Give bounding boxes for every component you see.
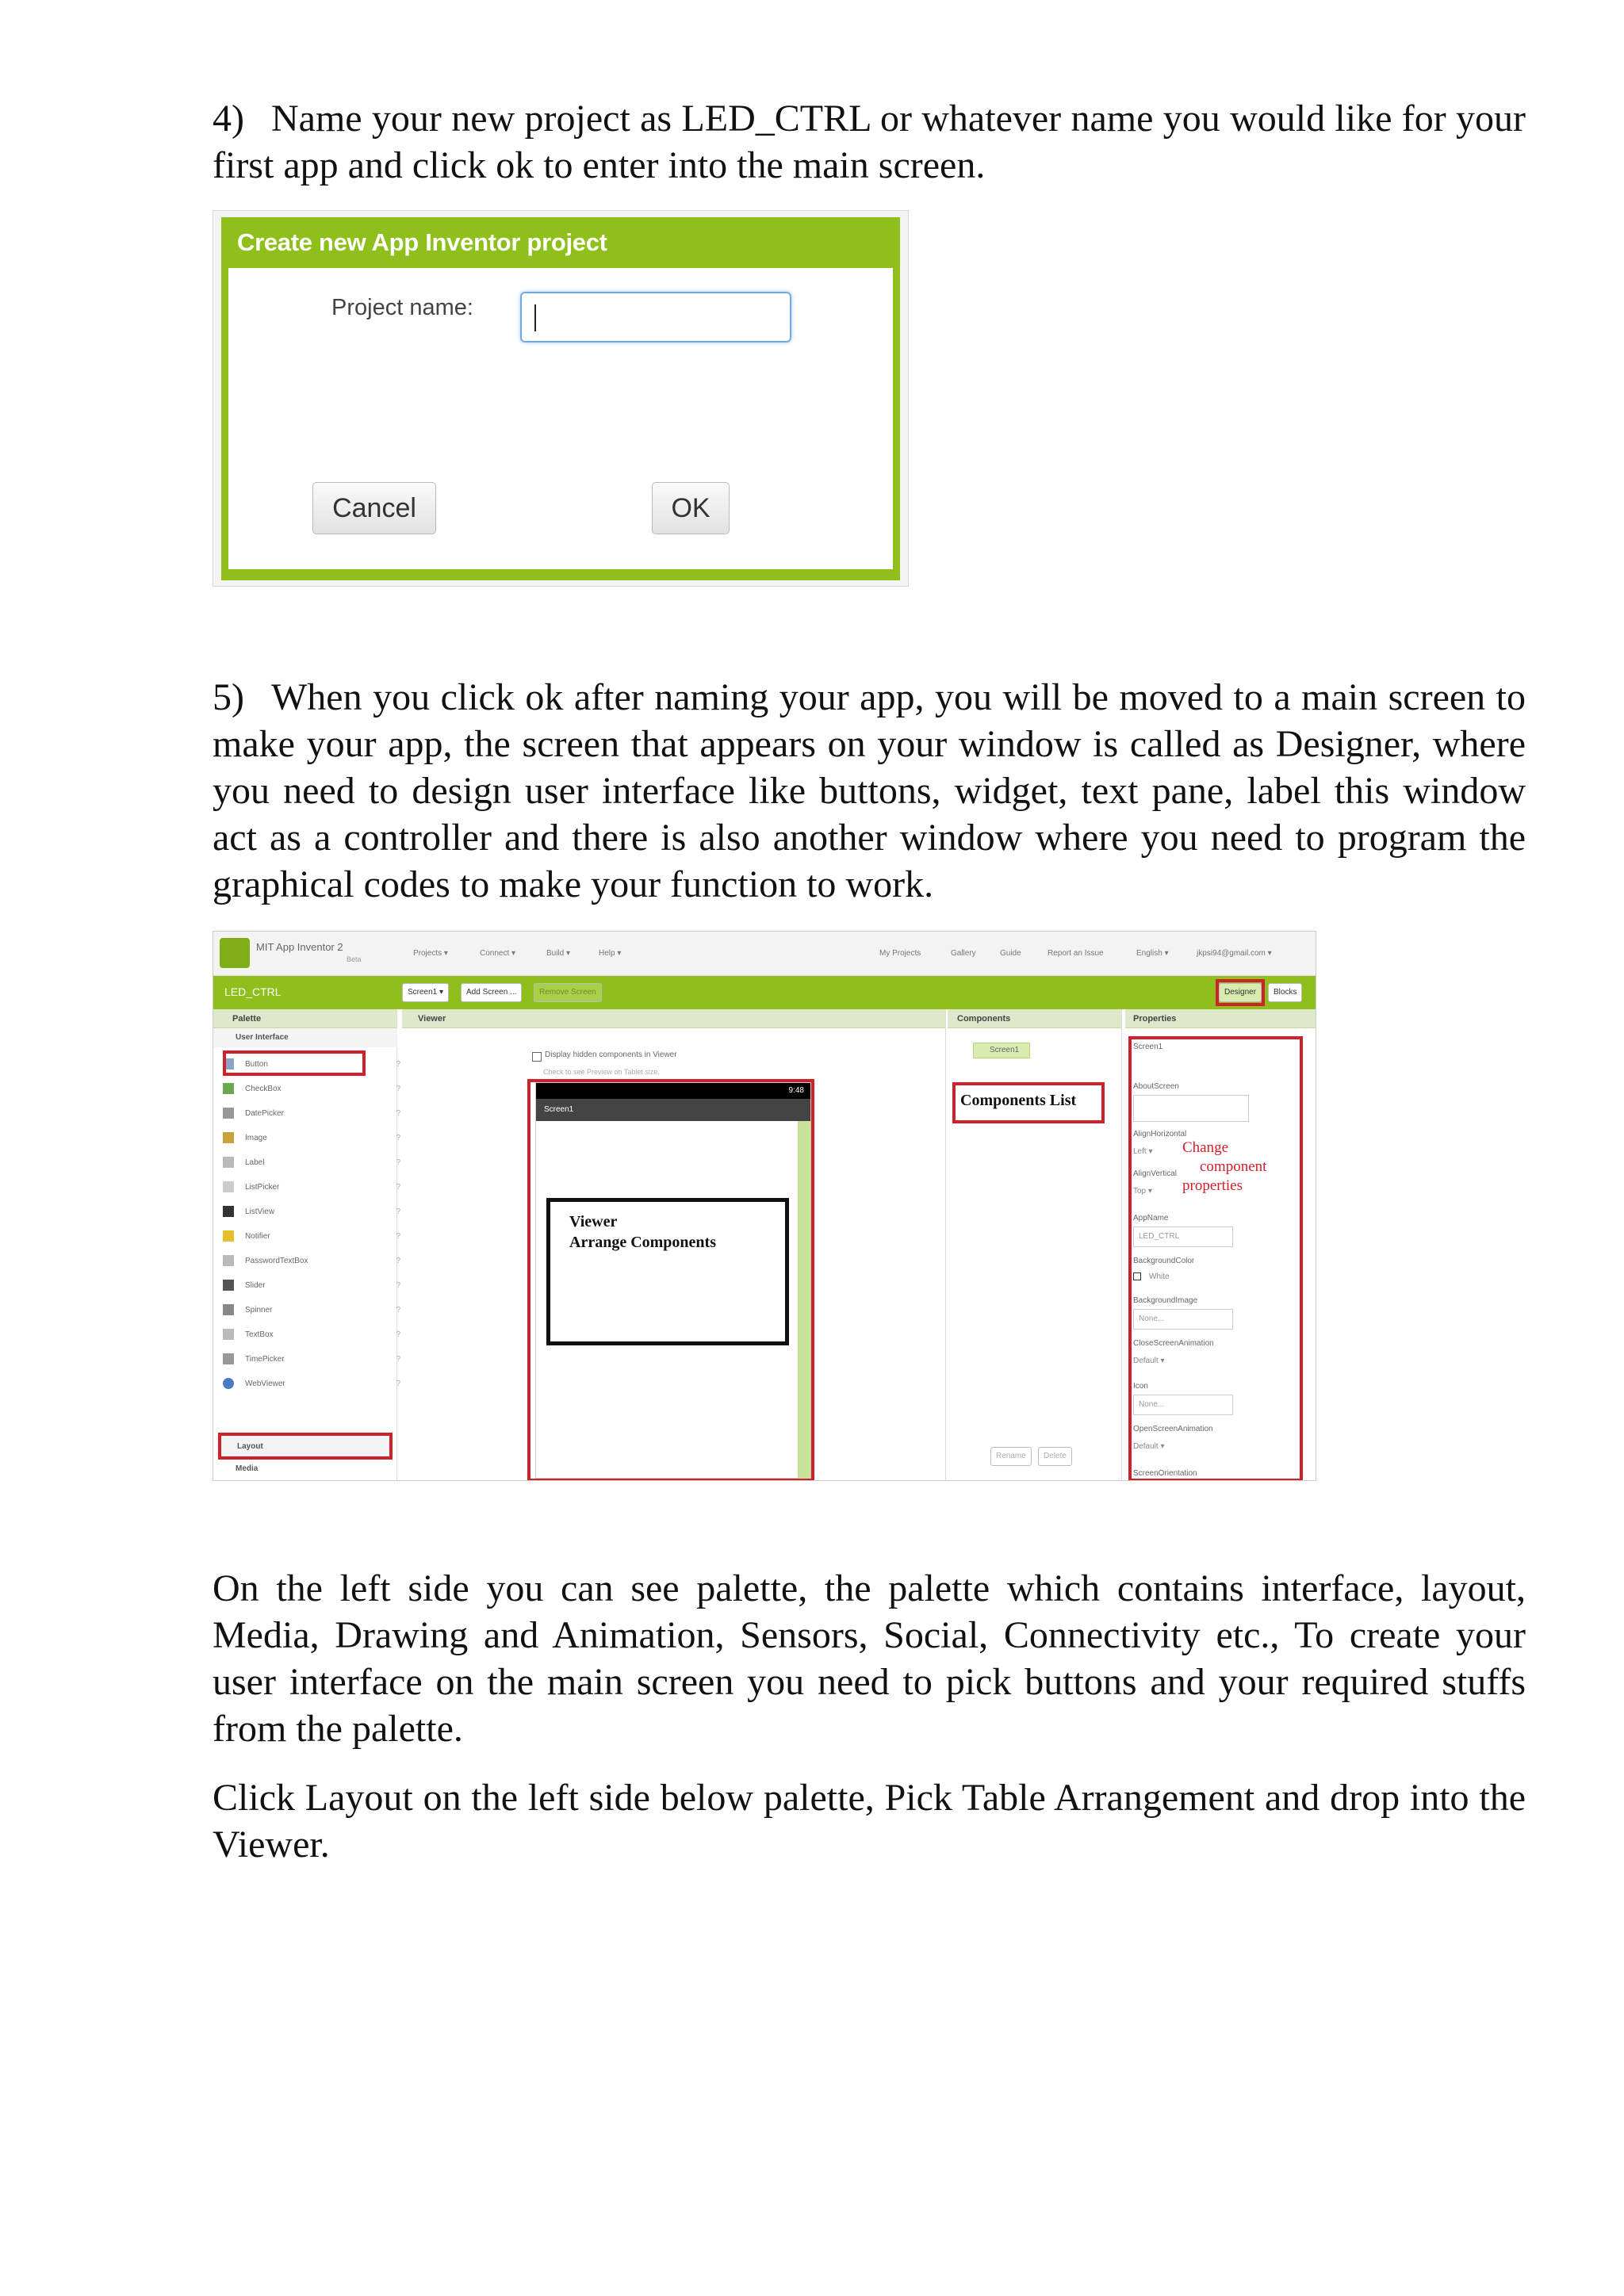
menu-account[interactable]: jkpsi94@gmail.com ▾ bbox=[1197, 949, 1272, 958]
prop-app-name-input[interactable]: LED_CTRL bbox=[1133, 1226, 1233, 1247]
help-icon[interactable]: ? bbox=[396, 1207, 400, 1216]
prop-about-screen: AboutScreen bbox=[1133, 1082, 1179, 1091]
help-icon[interactable]: ? bbox=[396, 1060, 400, 1069]
help-icon[interactable]: ? bbox=[396, 1158, 400, 1167]
help-icon[interactable]: ? bbox=[396, 1085, 400, 1093]
palette-section-layout[interactable]: Layout bbox=[220, 1436, 391, 1458]
menu-help[interactable]: Help ▾ bbox=[599, 949, 622, 958]
listpicker-icon bbox=[223, 1181, 234, 1192]
timepicker-icon bbox=[223, 1353, 234, 1364]
properties-screen-name: Screen1 bbox=[1133, 1043, 1163, 1051]
help-icon[interactable]: ? bbox=[396, 1257, 400, 1265]
palette-item-listpicker[interactable]: ListPicker ? bbox=[223, 1177, 407, 1199]
palette-section-media[interactable]: Media bbox=[236, 1464, 259, 1473]
prop-background-image-input[interactable]: None... bbox=[1133, 1309, 1233, 1330]
step5-text: When you click ok after naming your app, you will be moved to a main screen to make your app, the screen that appears on your window is called as Designer, where you need to design user interface like buttons, widget, text pane, label this window act as a controller and there is also another window where you need to program the graphical codes to make your function to work. bbox=[213, 676, 1526, 905]
listview-icon bbox=[223, 1206, 234, 1217]
ok-button[interactable]: OK bbox=[652, 482, 730, 534]
designer-highlight bbox=[1216, 979, 1265, 1006]
prop-icon-input[interactable]: None... bbox=[1133, 1395, 1233, 1415]
remove-screen-button[interactable]: Remove Screen bbox=[534, 983, 602, 1002]
dialog-body bbox=[228, 268, 893, 569]
palette-header: Palette bbox=[213, 1009, 396, 1028]
webviewer-icon bbox=[223, 1378, 234, 1389]
label-icon bbox=[223, 1157, 234, 1168]
step4-paragraph bbox=[213, 95, 1526, 189]
prop-close-screen-animation: CloseScreenAnimation bbox=[1133, 1339, 1214, 1348]
palette-item-image[interactable]: Image ? bbox=[223, 1127, 407, 1150]
add-screen-button[interactable]: Add Screen ... bbox=[461, 983, 522, 1002]
image-icon bbox=[223, 1132, 234, 1143]
project-name: LED_CTRL bbox=[224, 985, 282, 998]
palette-item-textbox[interactable]: TextBox ? bbox=[223, 1324, 407, 1346]
blocks-button[interactable]: Blocks bbox=[1268, 983, 1302, 1002]
hidden-components-label: Display hidden components in Viewer bbox=[545, 1050, 677, 1059]
screen-select[interactable]: Screen1 ▾ bbox=[402, 983, 449, 1002]
menu-connect[interactable]: Connect ▾ bbox=[480, 949, 516, 958]
palette-item-datepicker[interactable]: DatePicker ? bbox=[223, 1103, 407, 1125]
help-icon[interactable]: ? bbox=[396, 1306, 400, 1314]
button-highlight bbox=[223, 1050, 366, 1076]
viewer-annotation-subtitle: Arrange Components bbox=[569, 1234, 716, 1251]
help-icon[interactable]: ? bbox=[396, 1355, 400, 1364]
app-inventor-logo-icon bbox=[220, 938, 250, 968]
components-annotation-box bbox=[952, 1082, 1105, 1123]
phone-status-bar: 9:48 bbox=[536, 1083, 810, 1099]
prop-app-name: AppName bbox=[1133, 1214, 1169, 1223]
palette-item-checkbox[interactable]: CheckBox ? bbox=[223, 1078, 407, 1100]
viewer-header: Viewer bbox=[402, 1009, 945, 1028]
prop-background-color-select[interactable]: White bbox=[1133, 1272, 1170, 1281]
prop-align-vertical-select[interactable]: Top ▾ bbox=[1133, 1187, 1152, 1196]
help-icon[interactable]: ? bbox=[396, 1134, 400, 1142]
palette-item-slider[interactable]: Slider ? bbox=[223, 1275, 407, 1297]
viewer-annotation-box bbox=[546, 1198, 789, 1345]
step5-paragraph bbox=[213, 674, 1526, 908]
cancel-button[interactable]: Cancel bbox=[312, 482, 436, 534]
viewer-annotation-title: Viewer bbox=[569, 1213, 618, 1230]
palette-item-timepicker[interactable]: TimePicker ? bbox=[223, 1349, 407, 1371]
logo-beta: Beta bbox=[347, 955, 362, 963]
help-icon[interactable]: ? bbox=[396, 1232, 400, 1241]
components-header: Components bbox=[948, 1009, 1121, 1028]
step4-number: 4) bbox=[213, 98, 244, 140]
top-menu-bar bbox=[213, 932, 1316, 976]
prop-close-screen-animation-select[interactable]: Default ▾ bbox=[1133, 1357, 1165, 1365]
palette-item-webviewer[interactable]: WebViewer ? bbox=[223, 1373, 407, 1395]
properties-annotation-1: Change bbox=[1182, 1139, 1229, 1156]
components-panel bbox=[948, 1009, 1122, 1481]
properties-annotation-2: component bbox=[1200, 1158, 1267, 1175]
menu-guide[interactable]: Guide bbox=[1000, 949, 1021, 958]
menu-language[interactable]: English ▾ bbox=[1136, 949, 1169, 958]
dialog-title: Create new App Inventor project bbox=[237, 228, 607, 256]
prop-open-screen-animation: OpenScreenAnimation bbox=[1133, 1425, 1213, 1433]
help-icon[interactable]: ? bbox=[396, 1281, 400, 1290]
project-name-label: Project name: bbox=[331, 295, 473, 320]
components-annotation: Components List bbox=[960, 1092, 1077, 1109]
rename-button[interactable]: Rename bbox=[990, 1447, 1032, 1466]
delete-button[interactable]: Delete bbox=[1038, 1447, 1072, 1466]
palette-item-passwordtextbox[interactable]: PasswordTextBox ? bbox=[223, 1250, 407, 1272]
datepicker-icon bbox=[223, 1108, 234, 1119]
palette-item-button[interactable]: Button ? bbox=[223, 1054, 407, 1076]
notifier-icon bbox=[223, 1230, 234, 1242]
spinner-icon bbox=[223, 1304, 234, 1315]
prop-open-screen-animation-select[interactable]: Default ▾ bbox=[1133, 1442, 1165, 1451]
menu-build[interactable]: Build ▾ bbox=[546, 949, 571, 958]
palette-section-user-interface[interactable]: User Interface bbox=[213, 1028, 397, 1047]
designer-button[interactable]: Designer bbox=[1219, 983, 1262, 1002]
prop-screen-orientation: ScreenOrientation bbox=[1133, 1469, 1197, 1478]
help-icon[interactable]: ? bbox=[396, 1109, 400, 1118]
help-icon[interactable]: ? bbox=[396, 1330, 400, 1339]
tablet-preview-label: Check to see Preview on Tablet size. bbox=[543, 1068, 660, 1076]
hidden-components-checkbox[interactable] bbox=[532, 1052, 542, 1062]
step4-text: Name your new project as LED_CTRL or whatever name you would like for your first app and click ok to enter into the main screen. bbox=[213, 98, 1526, 186]
prop-background-color: BackgroundColor bbox=[1133, 1257, 1195, 1265]
prop-align-horizontal: AlignHorizontal bbox=[1133, 1130, 1187, 1138]
password-icon bbox=[223, 1255, 234, 1266]
prop-icon: Icon bbox=[1133, 1382, 1148, 1391]
menu-projects[interactable]: Projects ▾ bbox=[413, 949, 448, 958]
layout-highlight bbox=[218, 1433, 393, 1460]
properties-header: Properties bbox=[1125, 1009, 1316, 1028]
phone-title-bar: Screen1 bbox=[536, 1099, 810, 1121]
logo-title: MIT App Inventor 2 bbox=[256, 941, 343, 953]
palette-item-notifier[interactable]: Notifier ? bbox=[223, 1226, 407, 1248]
palette-description: On the left side you can see palette, the palette which contains interface, layout, Media, Drawing and Animation, Sensors, Social, Connectivity etc., To create your user interface on the main screen you need to pick buttons and your required stuffs from the palette. bbox=[213, 1567, 1526, 1750]
help-icon[interactable]: ? bbox=[396, 1380, 400, 1388]
prop-align-horizontal-select[interactable]: Left ▾ bbox=[1133, 1147, 1153, 1156]
slider-icon bbox=[223, 1280, 234, 1291]
project-toolbar bbox=[213, 976, 1316, 1009]
palette-item-listview[interactable]: ListView ? bbox=[223, 1201, 407, 1223]
palette-item-spinner[interactable]: Spinner ? bbox=[223, 1299, 407, 1322]
menu-gallery[interactable]: Gallery bbox=[951, 949, 976, 958]
properties-annotation-3: properties bbox=[1182, 1177, 1243, 1194]
menu-report-issue[interactable]: Report an Issue bbox=[1048, 949, 1104, 958]
prop-align-vertical: AlignVertical bbox=[1133, 1169, 1178, 1178]
textbox-icon bbox=[223, 1329, 234, 1340]
component-screen1[interactable]: Screen1 bbox=[973, 1043, 1030, 1058]
create-project-dialog-image bbox=[213, 210, 909, 587]
app-inventor-designer-image bbox=[213, 931, 1316, 1481]
palette-item-label[interactable]: Label ? bbox=[223, 1152, 407, 1174]
text-caret bbox=[534, 304, 536, 331]
help-icon[interactable]: ? bbox=[396, 1183, 400, 1192]
project-name-input[interactable] bbox=[520, 292, 791, 342]
properties-highlight bbox=[1128, 1036, 1303, 1481]
layout-instruction: Click Layout on the left side below palette, Pick Table Arrangement and drop into the Viewer. bbox=[213, 1777, 1526, 1866]
checkbox-icon bbox=[223, 1083, 234, 1094]
prop-background-image: BackgroundImage bbox=[1133, 1296, 1198, 1305]
step5-number: 5) bbox=[213, 676, 244, 718]
dialog-frame bbox=[221, 217, 900, 580]
menu-my-projects[interactable]: My Projects bbox=[879, 949, 921, 958]
